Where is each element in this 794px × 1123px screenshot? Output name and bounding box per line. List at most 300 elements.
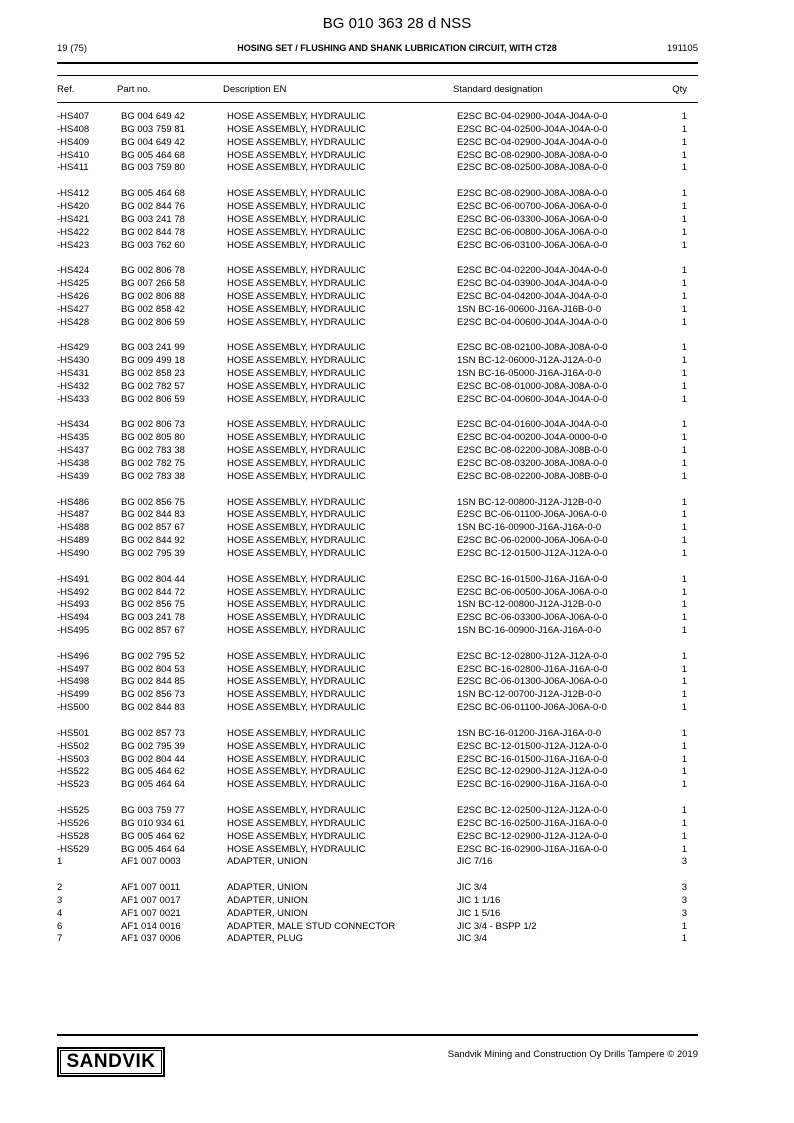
cell-desc: HOSE ASSEMBLY, HYDRAULIC: [227, 547, 366, 559]
cell-part: BG 003 759 80: [121, 162, 185, 174]
cell-std: E2SC BC-08-02500-J08A-J08A-0-0: [457, 162, 608, 174]
cell-ref: -HS435: [57, 432, 90, 444]
cell-qty: 1: [681, 136, 687, 148]
cell-ref: -HS497: [57, 663, 90, 675]
table-row: [0, 214, 794, 227]
table-row: [0, 856, 794, 869]
table-row: [0, 831, 794, 844]
cell-std: E2SC BC-08-02100-J08A-J08A-0-0: [457, 342, 608, 354]
cell-ref: -HS500: [57, 702, 90, 714]
cell-desc: ADAPTER, UNION: [227, 856, 308, 868]
footer-rule: [57, 1034, 698, 1036]
cell-qty: 1: [681, 804, 687, 816]
column-header-ref: Ref.: [57, 84, 75, 95]
cell-std: 1SN BC-16-00600-J16A-J16B-0-0: [457, 303, 602, 315]
cell-std: E2SC BC-08-02900-J08A-J08A-0-0: [457, 149, 608, 161]
cell-part: BG 002 844 76: [121, 200, 185, 212]
cell-std: E2SC BC-08-02200-J08A-J08B-0-0: [457, 470, 608, 482]
cell-part: BG 002 782 57: [121, 380, 185, 392]
cell-ref: -HS431: [57, 368, 90, 379]
table-row: [0, 458, 794, 471]
cell-ref: -HS487: [57, 509, 90, 521]
cell-desc: HOSE ASSEMBLY, HYDRAULIC: [227, 355, 366, 367]
cell-part: BG 007 266 58: [121, 278, 185, 289]
cell-std: E2SC BC-04-00600-J04A-J04A-0-0: [457, 393, 608, 405]
cell-desc: HOSE ASSEMBLY, HYDRAULIC: [227, 265, 366, 277]
table-row: [0, 548, 794, 561]
cell-std: E2SC BC-06-00500-J06A-J06A-0-0: [457, 586, 608, 598]
table-row: [0, 818, 794, 831]
cell-desc: ADAPTER, UNION: [227, 882, 308, 893]
cell-part: BG 002 806 88: [121, 290, 185, 302]
column-header-standard: Standard designation: [453, 84, 543, 95]
cell-part: BG 005 464 64: [121, 779, 185, 791]
table-row: [0, 535, 794, 548]
cell-ref: -HS420: [57, 200, 90, 212]
cell-ref: -HS428: [57, 316, 90, 328]
table-row: [0, 317, 794, 330]
cell-desc: HOSE ASSEMBLY, HYDRAULIC: [227, 766, 366, 778]
cell-qty: 1: [681, 830, 687, 842]
table-row: [0, 728, 794, 741]
cell-part: AF1 007 0011: [121, 882, 180, 893]
cell-part: BG 003 241 99: [121, 342, 185, 354]
cell-part: BG 002 844 72: [121, 586, 185, 598]
cell-part: BG 004 649 42: [121, 111, 185, 122]
cell-std: E2SC BC-16-01500-J16A-J16A-0-0: [457, 753, 608, 765]
column-header-part-no: Part no.: [117, 84, 151, 95]
cell-desc: HOSE ASSEMBLY, HYDRAULIC: [227, 663, 366, 675]
table-row: [0, 651, 794, 664]
cell-part: BG 002 857 67: [121, 522, 185, 534]
cell-ref: -HS493: [57, 599, 90, 611]
cell-desc: HOSE ASSEMBLY, HYDRAULIC: [227, 316, 366, 328]
cell-part: AF1 007 0003: [121, 856, 181, 868]
cell-qty: 1: [681, 470, 687, 482]
cell-ref: -HS426: [57, 290, 90, 302]
cell-qty: 1: [681, 522, 687, 534]
cell-part: BG 002 783 38: [121, 445, 185, 457]
cell-desc: HOSE ASSEMBLY, HYDRAULIC: [227, 162, 366, 174]
cell-part: BG 002 782 75: [121, 458, 185, 469]
cell-part: BG 002 857 67: [121, 625, 185, 636]
cell-part: AF1 007 0017: [121, 894, 181, 906]
cell-desc: HOSE ASSEMBLY, HYDRAULIC: [227, 689, 366, 701]
cell-qty: 1: [681, 316, 687, 328]
cell-desc: HOSE ASSEMBLY, HYDRAULIC: [227, 111, 366, 122]
cell-desc: HOSE ASSEMBLY, HYDRAULIC: [227, 676, 366, 688]
cell-qty: 1: [681, 740, 687, 752]
cell-qty: 1: [681, 817, 687, 829]
cell-qty: 1: [681, 213, 687, 225]
cell-qty: 1: [681, 278, 687, 289]
cell-qty: 1: [681, 612, 687, 624]
table-row: [0, 227, 794, 240]
cell-ref: 1: [57, 856, 63, 868]
cell-part: BG 004 649 42: [121, 136, 185, 148]
cell-ref: -HS427: [57, 303, 90, 315]
table-row: [0, 933, 794, 946]
cell-desc: HOSE ASSEMBLY, HYDRAULIC: [227, 200, 366, 212]
cell-ref: -HS412: [57, 188, 90, 200]
cell-qty: 1: [681, 933, 687, 945]
cell-std: E2SC BC-16-02800-J16A-J16A-0-0: [457, 663, 608, 675]
cell-ref: 7: [57, 933, 63, 945]
table-row: [0, 291, 794, 304]
cell-ref: -HS499: [57, 689, 90, 701]
cell-ref: -HS433: [57, 393, 90, 405]
cell-std: E2SC BC-16-02900-J16A-J16A-0-0: [457, 779, 608, 791]
cell-std: 1SN BC-12-00700-J12A-J12B-0-0: [457, 689, 602, 701]
cell-std: E2SC BC-16-02900-J16A-J16A-0-0: [457, 843, 608, 855]
cell-std: E2SC BC-04-01600-J04A-J04A-0-0: [457, 419, 608, 431]
table-row: [0, 368, 794, 381]
table-row: [0, 394, 794, 407]
cell-ref: -HS438: [57, 458, 90, 469]
cell-std: E2SC BC-16-02500-J16A-J16A-0-0: [457, 817, 608, 829]
cell-qty: 1: [681, 689, 687, 701]
cell-part: BG 002 804 53: [121, 663, 185, 675]
document-code: 191105: [667, 43, 698, 54]
cell-std: E2SC BC-16-01500-J16A-J16A-0-0: [457, 573, 608, 585]
table-row: [0, 304, 794, 317]
cell-desc: HOSE ASSEMBLY, HYDRAULIC: [227, 509, 366, 521]
cell-part: BG 002 856 75: [121, 496, 185, 508]
cell-ref: -HS407: [57, 111, 90, 122]
table-row: [0, 355, 794, 368]
cell-part: BG 002 795 39: [121, 547, 185, 559]
table-row: [0, 908, 794, 921]
cell-qty: 1: [681, 535, 687, 547]
table-row: [0, 612, 794, 625]
cell-part: BG 002 805 80: [121, 432, 185, 444]
cell-part: BG 009 499 18: [121, 355, 185, 367]
cell-part: BG 010 934 61: [121, 817, 185, 829]
cell-qty: 3: [681, 907, 687, 919]
cell-std: 1SN BC-12-00800-J12A-J12B-0-0: [457, 496, 602, 508]
cell-desc: HOSE ASSEMBLY, HYDRAULIC: [227, 278, 366, 289]
cell-desc: HOSE ASSEMBLY, HYDRAULIC: [227, 470, 366, 482]
cell-std: JIC 1 1/16: [457, 894, 501, 906]
cell-qty: 1: [681, 290, 687, 302]
cell-part: BG 005 464 68: [121, 188, 185, 200]
cell-desc: HOSE ASSEMBLY, HYDRAULIC: [227, 702, 366, 714]
cell-std: E2SC BC-04-02200-J04A-J04A-0-0: [457, 265, 608, 277]
cell-ref: -HS494: [57, 612, 90, 624]
cell-part: BG 003 241 78: [121, 213, 185, 225]
table-row: [0, 471, 794, 484]
cell-desc: HOSE ASSEMBLY, HYDRAULIC: [227, 368, 366, 379]
cell-std: JIC 1 5/16: [457, 907, 501, 919]
cell-qty: 1: [681, 162, 687, 174]
cell-std: JIC 3/4: [457, 882, 488, 893]
cell-qty: 1: [681, 200, 687, 212]
table-row: [0, 509, 794, 522]
cell-part: BG 002 806 59: [121, 316, 185, 328]
column-header-description: Description EN: [223, 84, 287, 95]
table-row: [0, 201, 794, 214]
cell-part: BG 002 795 52: [121, 650, 185, 662]
cell-part: BG 002 857 73: [121, 727, 185, 739]
sandvik-logo-text: SANDVIK: [60, 1050, 162, 1074]
cell-ref: -HS437: [57, 445, 90, 457]
header-rule-thick: [57, 62, 698, 64]
table-row: [0, 689, 794, 702]
cell-std: E2SC BC-06-00700-J06A-J06A-0-0: [457, 200, 608, 212]
cell-std: E2SC BC-06-02000-J06A-J06A-0-0: [457, 535, 608, 547]
cell-part: BG 002 804 44: [121, 753, 185, 765]
table-row: [0, 162, 794, 175]
cell-std: E2SC BC-06-03300-J06A-J06A-0-0: [457, 612, 608, 624]
cell-desc: HOSE ASSEMBLY, HYDRAULIC: [227, 496, 366, 508]
cell-ref: -HS525: [57, 804, 90, 816]
cell-std: 1SN BC-16-00900-J16A-J16A-0-0: [457, 522, 602, 534]
table-row: [0, 844, 794, 857]
table-header-rule-bottom: [57, 102, 698, 103]
cell-qty: 1: [681, 779, 687, 791]
cell-desc: HOSE ASSEMBLY, HYDRAULIC: [227, 599, 366, 611]
cell-part: BG 005 464 62: [121, 766, 185, 778]
cell-desc: HOSE ASSEMBLY, HYDRAULIC: [227, 188, 366, 200]
table-row: [0, 766, 794, 779]
table-row: [0, 419, 794, 432]
cell-desc: HOSE ASSEMBLY, HYDRAULIC: [227, 342, 366, 354]
cell-ref: -HS411: [57, 162, 89, 174]
cell-desc: HOSE ASSEMBLY, HYDRAULIC: [227, 804, 366, 816]
table-row: [0, 124, 794, 137]
table-row: [0, 522, 794, 535]
cell-desc: HOSE ASSEMBLY, HYDRAULIC: [227, 458, 366, 469]
cell-std: E2SC BC-04-02500-J04A-J04A-0-0: [457, 123, 608, 135]
document-title: BG 010 363 28 d NSS: [322, 15, 472, 32]
cell-qty: 1: [681, 303, 687, 315]
cell-qty: 1: [681, 496, 687, 508]
cell-qty: 1: [681, 239, 687, 251]
cell-ref: -HS522: [57, 766, 90, 778]
cell-std: JIC 3/4: [457, 933, 488, 945]
cell-std: E2SC BC-08-02200-J08A-J08B-0-0: [457, 445, 608, 457]
cell-desc: HOSE ASSEMBLY, HYDRAULIC: [227, 419, 366, 431]
cell-std: E2SC BC-06-01100-J06A-J06A-0-0: [457, 509, 607, 521]
table-row: [0, 381, 794, 394]
table-row: [0, 625, 794, 638]
cell-qty: 1: [681, 123, 687, 135]
cell-part: BG 002 844 83: [121, 702, 185, 714]
cell-qty: 1: [681, 727, 687, 739]
table-row: [0, 676, 794, 689]
cell-desc: HOSE ASSEMBLY, HYDRAULIC: [227, 650, 366, 662]
cell-qty: 1: [681, 393, 687, 405]
cell-std: E2SC BC-04-00200-J04A-0000-0-0: [457, 432, 607, 444]
table-row: [0, 188, 794, 201]
cell-qty: 1: [681, 843, 687, 855]
cell-desc: HOSE ASSEMBLY, HYDRAULIC: [227, 303, 366, 315]
cell-desc: HOSE ASSEMBLY, HYDRAULIC: [227, 843, 366, 855]
cell-ref: 6: [57, 920, 63, 932]
cell-qty: 3: [681, 882, 687, 893]
cell-qty: 1: [681, 753, 687, 765]
cell-desc: HOSE ASSEMBLY, HYDRAULIC: [227, 149, 366, 161]
cell-desc: HOSE ASSEMBLY, HYDRAULIC: [227, 226, 366, 238]
table-row: [0, 805, 794, 818]
cell-std: E2SC BC-08-02900-J08A-J08A-0-0: [457, 188, 608, 200]
cell-std: 1SN BC-16-05000-J16A-J16A-0-0: [457, 368, 602, 379]
cell-ref: -HS501: [57, 727, 90, 739]
cell-std: E2SC BC-06-01100-J06A-J06A-0-0: [457, 702, 607, 714]
cell-ref: -HS421: [57, 213, 90, 225]
cell-ref: -HS410: [57, 149, 90, 161]
cell-part: BG 002 856 73: [121, 689, 185, 701]
cell-std: JIC 7/16: [457, 856, 493, 868]
cell-ref: -HS496: [57, 650, 90, 662]
table-row: [0, 574, 794, 587]
cell-qty: 1: [681, 149, 687, 161]
cell-ref: -HS529: [57, 843, 90, 855]
cell-ref: -HS490: [57, 547, 90, 559]
cell-qty: 1: [681, 663, 687, 675]
cell-desc: HOSE ASSEMBLY, HYDRAULIC: [227, 817, 366, 829]
cell-std: E2SC BC-04-00600-J04A-J04A-0-0: [457, 316, 608, 328]
cell-part: BG 002 844 83: [121, 509, 185, 521]
table-row: [0, 921, 794, 934]
cell-ref: -HS488: [57, 522, 90, 534]
cell-desc: HOSE ASSEMBLY, HYDRAULIC: [227, 612, 366, 624]
cell-ref: -HS523: [57, 779, 90, 791]
cell-qty: 1: [681, 355, 687, 367]
cell-desc: HOSE ASSEMBLY, HYDRAULIC: [227, 290, 366, 302]
cell-ref: -HS432: [57, 380, 90, 392]
cell-desc: HOSE ASSEMBLY, HYDRAULIC: [227, 123, 366, 135]
cell-part: BG 002 844 85: [121, 676, 185, 688]
cell-qty: 1: [681, 599, 687, 611]
table-row: [0, 445, 794, 458]
cell-part: BG 002 858 42: [121, 303, 185, 315]
cell-std: E2SC BC-12-02900-J12A-J12A-0-0: [457, 830, 608, 842]
cell-std: E2SC BC-06-00800-J06A-J06A-0-0: [457, 226, 608, 238]
cell-desc: HOSE ASSEMBLY, HYDRAULIC: [227, 625, 366, 636]
cell-qty: 1: [681, 188, 687, 200]
cell-ref: 2: [57, 882, 63, 893]
cell-ref: -HS486: [57, 496, 90, 508]
cell-part: AF1 014 0016: [121, 920, 181, 932]
cell-part: BG 003 759 81: [121, 123, 185, 135]
table-row: [0, 111, 794, 124]
cell-std: E2SC BC-04-04200-J04A-J04A-0-0: [457, 290, 608, 302]
table-row: [0, 664, 794, 677]
cell-std: E2SC BC-12-02800-J12A-J12A-0-0: [457, 650, 608, 662]
table-row: [0, 497, 794, 510]
cell-qty: 1: [681, 445, 687, 457]
cell-desc: HOSE ASSEMBLY, HYDRAULIC: [227, 445, 366, 457]
cell-desc: HOSE ASSEMBLY, HYDRAULIC: [227, 573, 366, 585]
cell-qty: 1: [681, 509, 687, 521]
cell-part: BG 002 806 59: [121, 393, 185, 405]
cell-qty: 1: [681, 265, 687, 277]
document-subtitle: HOSING SET / FLUSHING AND SHANK LUBRICATION CIRCUIT, WITH CT28: [237, 43, 557, 53]
cell-desc: HOSE ASSEMBLY, HYDRAULIC: [227, 239, 366, 251]
cell-desc: HOSE ASSEMBLY, HYDRAULIC: [227, 830, 366, 842]
footer-company: Sandvik Mining and Construction Oy Drills Tampere © 2019: [447, 1049, 698, 1060]
cell-part: AF1 007 0021: [121, 907, 181, 919]
cell-std: E2SC BC-06-03100-J06A-J06A-0-0: [457, 239, 608, 251]
cell-desc: HOSE ASSEMBLY, HYDRAULIC: [227, 213, 366, 225]
cell-std: E2SC BC-06-01300-J06A-J06A-0-0: [457, 676, 608, 688]
cell-std: 1SN BC-16-01200-J16A-J16A-0-0: [457, 727, 602, 739]
cell-part: BG 002 806 78: [121, 265, 185, 277]
page-number: 19 (75): [57, 43, 88, 54]
cell-desc: HOSE ASSEMBLY, HYDRAULIC: [227, 740, 366, 752]
cell-std: E2SC BC-06-03300-J06A-J06A-0-0: [457, 213, 608, 225]
cell-std: E2SC BC-08-01000-J08A-J08A-0-0: [457, 380, 608, 392]
cell-desc: HOSE ASSEMBLY, HYDRAULIC: [227, 136, 366, 148]
cell-desc: ADAPTER, PLUG: [227, 933, 304, 945]
table-row: [0, 432, 794, 445]
cell-qty: 1: [681, 419, 687, 431]
cell-ref: -HS424: [57, 265, 90, 277]
table-row: [0, 741, 794, 754]
table-row: [0, 587, 794, 600]
cell-ref: 4: [57, 907, 63, 919]
cell-desc: ADAPTER, UNION: [227, 907, 308, 919]
cell-std: E2SC BC-04-03900-J04A-J04A-0-0: [457, 278, 608, 289]
cell-part: AF1 037 0006: [121, 933, 181, 945]
cell-qty: 1: [681, 676, 687, 688]
cell-qty: 1: [681, 625, 687, 636]
cell-qty: 3: [681, 856, 687, 868]
cell-desc: ADAPTER, MALE STUD CONNECTOR: [227, 920, 396, 932]
cell-qty: 1: [681, 458, 687, 469]
cell-qty: 1: [681, 380, 687, 392]
cell-ref: -HS489: [57, 535, 90, 547]
cell-std: 1SN BC-12-00800-J12A-J12B-0-0: [457, 599, 602, 611]
cell-ref: -HS526: [57, 817, 90, 829]
table-row: [0, 702, 794, 715]
cell-part: BG 003 759 77: [121, 804, 185, 816]
cell-ref: -HS434: [57, 419, 90, 431]
cell-ref: -HS439: [57, 470, 90, 482]
cell-std: 1SN BC-16-00900-J16A-J16A-0-0: [457, 625, 602, 636]
cell-qty: 1: [681, 226, 687, 238]
cell-ref: -HS422: [57, 226, 90, 238]
cell-part: BG 002 844 92: [121, 535, 185, 547]
cell-qty: 3: [681, 894, 687, 906]
table-header-rule-top: [57, 75, 698, 76]
cell-ref: -HS498: [57, 676, 90, 688]
cell-ref: -HS528: [57, 830, 90, 842]
cell-ref: -HS409: [57, 136, 90, 148]
table-row: [0, 779, 794, 792]
cell-part: BG 005 464 68: [121, 149, 185, 161]
cell-ref: -HS430: [57, 355, 90, 367]
cell-desc: HOSE ASSEMBLY, HYDRAULIC: [227, 727, 366, 739]
cell-part: BG 005 464 62: [121, 830, 185, 842]
sandvik-logo: [57, 1047, 165, 1077]
cell-desc: HOSE ASSEMBLY, HYDRAULIC: [227, 522, 366, 534]
cell-qty: 1: [681, 547, 687, 559]
cell-ref: -HS502: [57, 740, 90, 752]
table-row: [0, 882, 794, 895]
cell-qty: 1: [681, 573, 687, 585]
table-row: [0, 137, 794, 150]
cell-desc: HOSE ASSEMBLY, HYDRAULIC: [227, 393, 366, 405]
cell-ref: -HS495: [57, 625, 90, 636]
table-row: [0, 754, 794, 767]
cell-ref: -HS408: [57, 123, 90, 135]
cell-ref: -HS503: [57, 753, 90, 765]
cell-std: E2SC BC-04-02900-J04A-J04A-0-0: [457, 136, 608, 148]
table-row: [0, 265, 794, 278]
cell-std: JIC 3/4 - BSPP 1/2: [457, 920, 537, 932]
